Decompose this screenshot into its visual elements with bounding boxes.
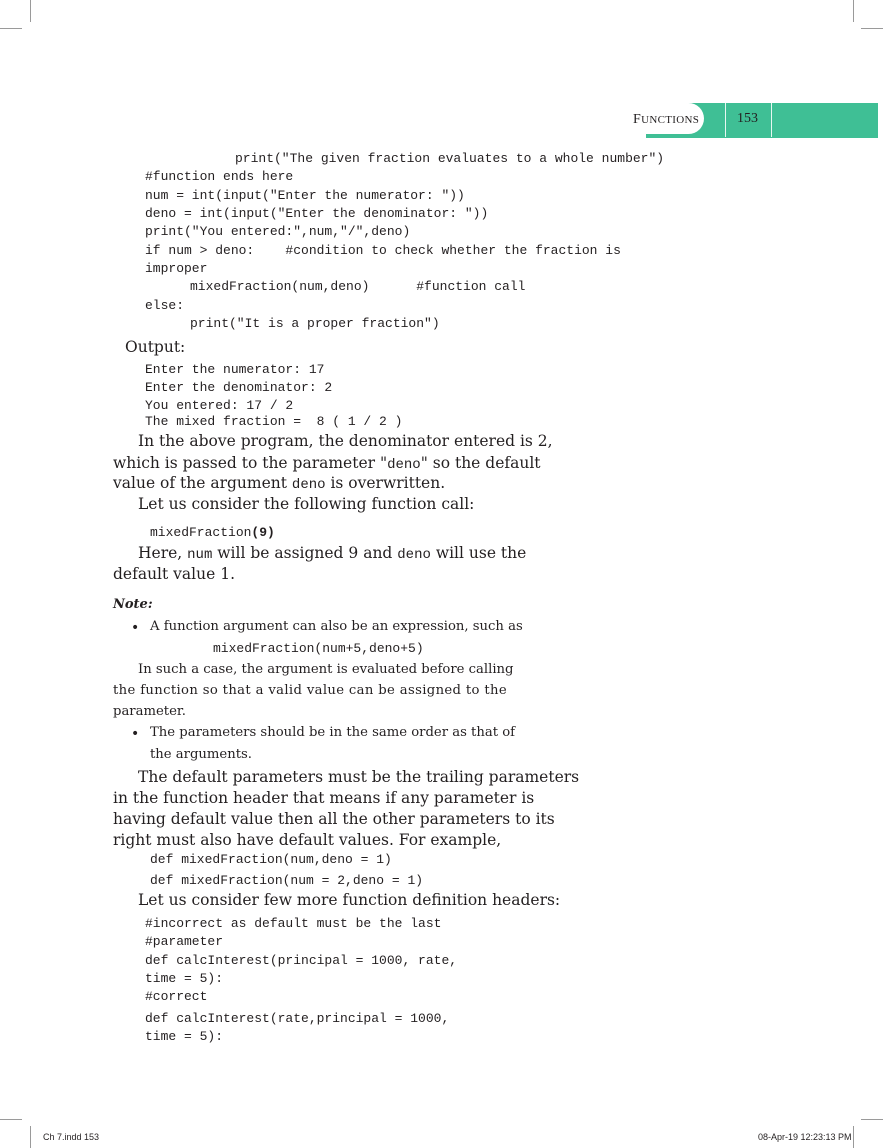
note-bullet-text: The parameters should be in the same order as that of	[150, 725, 516, 740]
code-line: else:	[145, 298, 185, 313]
code-line: def mixedFraction(num,deno = 1)	[150, 852, 392, 867]
paragraph-line: in the function header that means if any parameter is	[113, 789, 535, 807]
note-bullet-text: A function argument can also be an expression, such as	[150, 619, 523, 634]
code-line: #incorrect as default must be the last	[145, 916, 442, 931]
output-line: Enter the numerator: 17	[145, 362, 325, 377]
header-divider	[771, 103, 772, 137]
code-line: num = int(input("Enter the numerator: "))	[145, 188, 465, 203]
bullet-point: •	[131, 726, 140, 742]
inline-code: deno	[387, 457, 421, 473]
output-line: The mixed fraction = 8 ( 1 / 2 )	[145, 414, 403, 429]
crop-mark	[30, 1126, 31, 1148]
code-line: time = 5):	[145, 971, 224, 986]
code-line: def calcInterest(principal = 1000, rate,	[145, 953, 458, 968]
page-number: 153	[737, 111, 758, 126]
code-line: mixedFraction(num,deno) #function call	[190, 279, 526, 294]
paragraph-line: parameter.	[113, 704, 186, 719]
code-line: time = 5):	[145, 1029, 224, 1044]
note-label: Note:	[113, 597, 153, 612]
output-line: Enter the denominator: 2	[145, 380, 333, 395]
crop-mark	[0, 28, 22, 29]
note-bullet-text: the arguments.	[150, 747, 252, 762]
crop-mark	[30, 0, 31, 22]
code-line: def calcInterest(rate,principal = 1000,	[145, 1011, 450, 1026]
paragraph-line: value of the argument deno is overwritten.	[113, 474, 446, 493]
header-divider	[725, 103, 726, 137]
output-line: You entered: 17 / 2	[145, 398, 294, 413]
code-line: deno = int(input("Enter the denominator: "))	[145, 206, 489, 221]
bullet-point: •	[131, 620, 140, 636]
inline-code: num	[187, 547, 213, 563]
code-line: if num > deno: #condition to check whether the fraction is	[145, 243, 621, 258]
paragraph-line: Here, num will be assigned 9 and deno will use the	[138, 544, 527, 563]
code-line: mixedFraction(9)	[150, 525, 275, 540]
code-line: #function ends here	[145, 169, 294, 184]
code-line: print("You entered:",num,"/",deno)	[145, 224, 411, 239]
footer-timestamp: 08-Apr-19 12:23:13 PM	[758, 1132, 852, 1142]
header-rule	[646, 137, 878, 138]
paragraph-line: default value 1.	[113, 565, 235, 583]
code-line: improper	[145, 261, 208, 276]
code-line: mixedFraction(num+5,deno+5)	[213, 641, 424, 656]
paragraph-line: Let us consider the following function call:	[138, 495, 475, 513]
chapter-title: FUNCTIONS	[633, 112, 700, 127]
crop-mark	[0, 1119, 22, 1120]
code-line: print("The given fraction evaluates to a whole number")	[235, 151, 665, 166]
crop-mark	[853, 0, 854, 22]
inline-code: deno	[397, 547, 431, 563]
crop-mark	[861, 1119, 883, 1120]
code-line: #correct	[145, 989, 208, 1004]
paragraph-line: which is passed to the parameter "deno" so the default	[113, 454, 541, 473]
inline-code: deno	[291, 477, 326, 493]
paragraph-line: having default value then all the other parameters to its	[113, 810, 555, 828]
crop-mark	[861, 28, 883, 29]
paragraph-line: The default parameters must be the trailing parameters	[138, 768, 580, 786]
output-label: Output:	[125, 338, 186, 356]
code-line: #parameter	[145, 934, 224, 949]
footer-file-info: Ch 7.indd 153	[43, 1132, 100, 1142]
code-line: def mixedFraction(num = 2,deno = 1)	[150, 873, 424, 888]
paragraph-line: In such a case, the argument is evaluated before calling	[138, 662, 514, 677]
code-line: print("It is a proper fraction")	[190, 316, 440, 331]
paragraph-line: In the above program, the denominator entered is 2,	[138, 432, 553, 450]
paragraph-line: right must also have default values. For example,	[113, 831, 502, 849]
paragraph-line: Let us consider few more function definition headers:	[138, 891, 561, 909]
crop-mark	[853, 1126, 854, 1148]
paragraph-line: the function so that a valid value can be assigned to the	[113, 683, 508, 698]
